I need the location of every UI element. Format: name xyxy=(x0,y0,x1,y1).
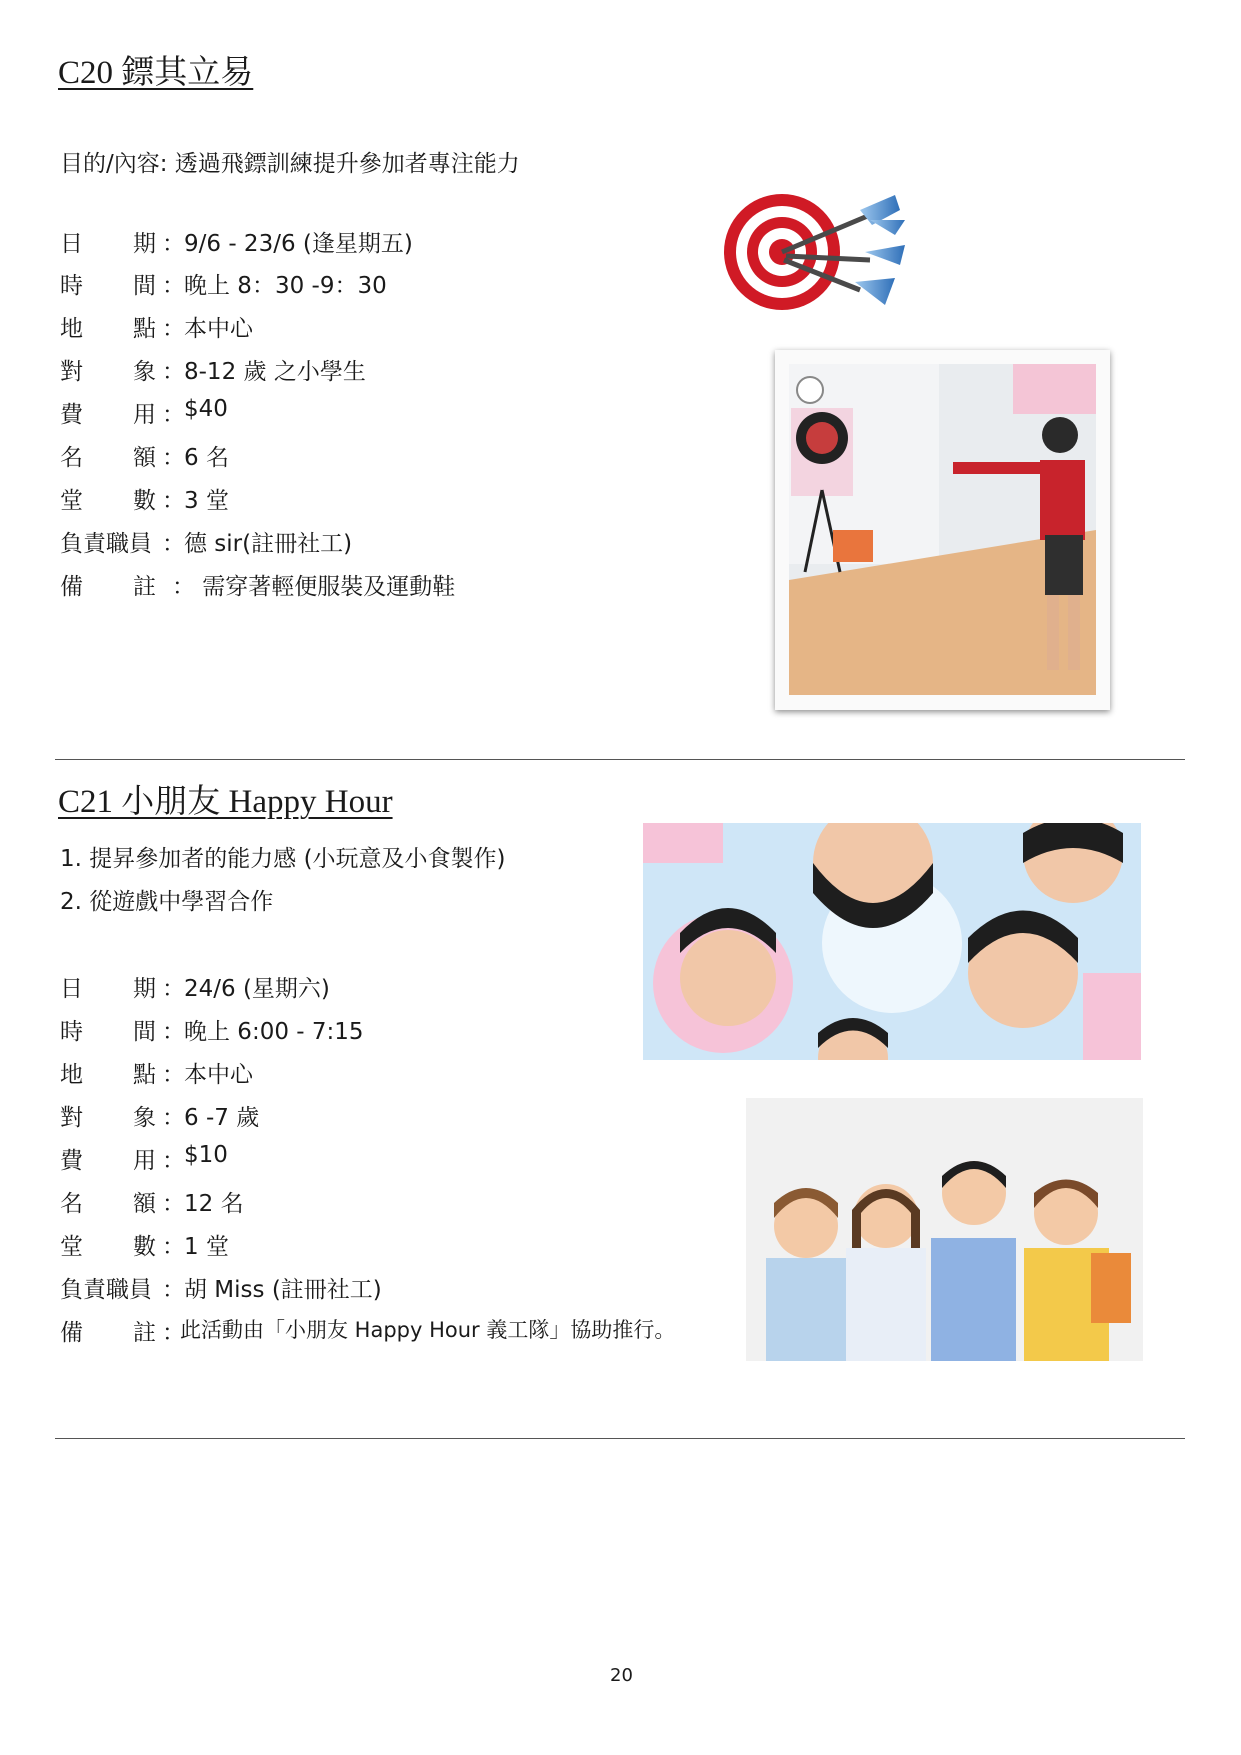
c21-row-key1: 日 xyxy=(60,976,83,1002)
colon: ： xyxy=(162,1062,185,1088)
c21-row-key2: 數 xyxy=(133,1234,156,1260)
c21-row-key1: 備 xyxy=(60,1320,83,1346)
c21-remark-value: 此活動由「小朋友 Happy Hour 義工隊」協助推行。 xyxy=(180,1318,676,1342)
colon: ： xyxy=(162,273,185,299)
c20-row-value: 晚上 8：30 -9：30 xyxy=(184,273,387,299)
colon: ： xyxy=(162,402,185,428)
colon: ： xyxy=(162,231,185,257)
c21-row-key1: 地 xyxy=(60,1062,83,1088)
colon: ： xyxy=(162,488,185,514)
c21-row-key2: 點 xyxy=(133,1062,156,1088)
c20-row-value: $40 xyxy=(184,396,228,422)
c21-point-1: 1. 提昇參加者的能力感 (小玩意及小食製作) xyxy=(60,846,506,872)
c20-row-key2: 象 xyxy=(133,359,156,385)
c20-row-value: 本中心 xyxy=(184,316,253,342)
darts-activity-photo xyxy=(775,350,1110,710)
c21-row-key2: 額 xyxy=(133,1191,156,1217)
c20-staff-value: 德 sir(註冊社工) xyxy=(184,531,353,557)
c21-row-value: 12 名 xyxy=(184,1191,244,1217)
c21-row-key1: 對 xyxy=(60,1105,83,1131)
c20-title: C20 鏢其立易 xyxy=(58,55,254,91)
c21-row-key1: 名 xyxy=(60,1191,83,1217)
four-children-photo xyxy=(746,1098,1143,1361)
c21-row-key2: 用 xyxy=(133,1148,156,1174)
colon: ： xyxy=(162,1320,185,1346)
c21-row-value: 24/6 (星期六) xyxy=(184,976,330,1002)
c20-row-key1: 對 xyxy=(60,359,83,385)
section-divider xyxy=(55,1438,1185,1439)
c20-row-key1: 備 xyxy=(60,574,83,600)
c20-staff-label: 負責職員 xyxy=(60,531,152,557)
c21-row-value: 晚上 6:00 - 7:15 xyxy=(184,1019,364,1045)
colon: ： xyxy=(162,1277,185,1303)
c20-remark-value: ： 需穿著輕便服裝及運動鞋 xyxy=(172,574,456,600)
c21-row-key1: 時 xyxy=(60,1019,83,1045)
c20-row-key1: 名 xyxy=(60,445,83,471)
c20-row-key2: 額 xyxy=(133,445,156,471)
colon: ： xyxy=(162,1191,185,1217)
c20-row-key2: 點 xyxy=(133,316,156,342)
colon: ： xyxy=(162,445,185,471)
c20-row-key2: 間 xyxy=(133,273,156,299)
c20-row-key2: 註 xyxy=(133,574,156,600)
colon: ： xyxy=(162,1148,185,1174)
colon: ： xyxy=(162,359,185,385)
section-divider xyxy=(55,759,1185,760)
c21-point-2: 2. 從遊戲中學習合作 xyxy=(60,889,274,915)
c20-row-key2: 期 xyxy=(133,231,156,257)
c21-row-value: 6 -7 歲 xyxy=(184,1105,260,1131)
c20-row-key1: 堂 xyxy=(60,488,83,514)
page-number: 20 xyxy=(610,1665,633,1686)
colon: ： xyxy=(162,1105,185,1131)
c20-purpose: 目的/內容: 透過飛鏢訓練提升參加者專注能力 xyxy=(60,151,520,177)
c21-row-key2: 註 xyxy=(133,1320,156,1346)
c20-row-value: 9/6 - 23/6 (逢星期五) xyxy=(184,231,413,257)
colon: ： xyxy=(162,531,185,557)
colon: ： xyxy=(162,1019,185,1045)
c21-title: C21 小朋友 Happy Hour xyxy=(58,784,393,820)
c20-row-key1: 費 xyxy=(60,402,83,428)
colon: ： xyxy=(162,1234,185,1260)
c20-row-key1: 時 xyxy=(60,273,83,299)
c20-row-key2: 數 xyxy=(133,488,156,514)
c20-row-key1: 地 xyxy=(60,316,83,342)
c21-row-key2: 象 xyxy=(133,1105,156,1131)
c20-row-key1: 日 xyxy=(60,231,83,257)
c20-row-value: 3 堂 xyxy=(184,488,229,514)
c21-row-key2: 間 xyxy=(133,1019,156,1045)
c21-row-key2: 期 xyxy=(133,976,156,1002)
c21-row-key1: 堂 xyxy=(60,1234,83,1260)
c21-staff-label: 負責職員 xyxy=(60,1277,152,1303)
children-huddle-photo xyxy=(643,823,1141,1060)
c20-row-value: 8-12 歲 之小學生 xyxy=(184,359,366,385)
c21-row-value: 本中心 xyxy=(184,1062,253,1088)
c21-row-value: $10 xyxy=(184,1142,228,1168)
c21-row-value: 1 堂 xyxy=(184,1234,229,1260)
colon: ： xyxy=(162,976,185,1002)
colon: ： xyxy=(162,316,185,342)
c20-row-key2: 用 xyxy=(133,402,156,428)
c21-staff-value: 胡 Miss (註冊社工) xyxy=(184,1277,382,1303)
c21-row-key1: 費 xyxy=(60,1148,83,1174)
dartboard-image xyxy=(720,190,930,310)
c20-row-value: 6 名 xyxy=(184,445,229,471)
